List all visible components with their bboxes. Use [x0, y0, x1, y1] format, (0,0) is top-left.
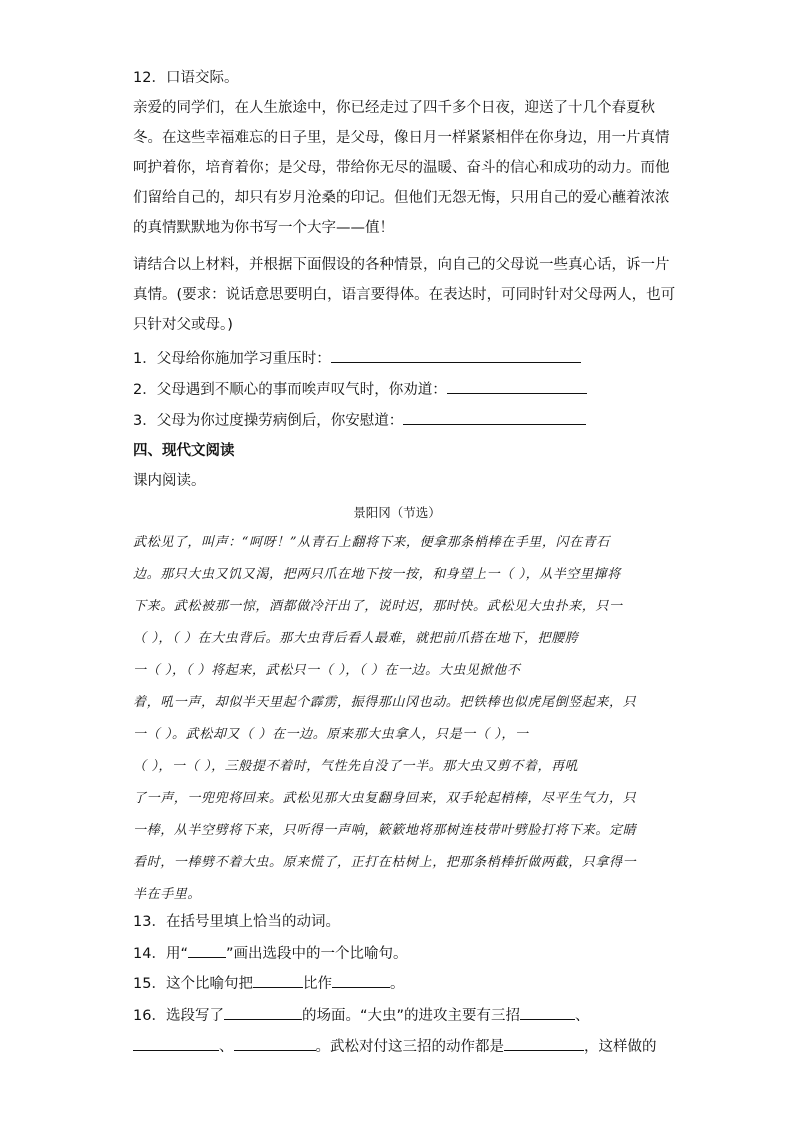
q12-title: 12．口语交际。: [133, 70, 239, 86]
q12-instruction-line: 只针对父或母。): [133, 317, 233, 333]
passage-line: （ ），一（ ），三般提不着时，气性先自没了一半。那大虫又剪不着，再吼: [133, 759, 579, 774]
passage-line: 看时，一棒劈不着大虫。原来慌了，正打在枯树上，把那条梢棒折做两截，只拿得一: [133, 855, 637, 870]
q16-text-d: 、: [219, 1039, 234, 1055]
q16-line-1: [133, 1004, 589, 1026]
answer-blank[interactable]: [403, 409, 586, 425]
q12-passage-line: 呵护着你，培育着你；是父母，带给你无尽的温暖、奋斗的信心和成功的动力。而他: [133, 160, 670, 176]
q13: 13．在括号里填上恰当的动词。: [133, 914, 340, 930]
q12-passage-line: 的真情默默地为你书写一个大字——值！: [133, 220, 394, 236]
q16-text-f: ，这样做的: [584, 1039, 657, 1055]
q16-text-b: 的场面。“大虫”的进攻主要有三招: [301, 1008, 520, 1024]
answer-blank[interactable]: [188, 942, 226, 958]
passage-line: 边。那只大虫又饥又渴，把两只爪在地下按一按，和身望上一（ ），从半空里撺将: [133, 567, 621, 582]
q15-text-a: 15．这个比喻句把: [133, 976, 253, 992]
answer-blank[interactable]: [447, 378, 587, 394]
q14-text-b: ”画出选段中的一个比喻句。: [225, 946, 408, 962]
passage-line: 武松见了，叫声：“呵呀！”从青石上翻将下来，便拿那条梢棒在手里，闪在青石: [133, 535, 610, 550]
q16-text-c: 、: [574, 1008, 590, 1024]
q12-item-2-text: 2．父母遇到不顺心的事而唉声叹气时，你劝道：: [133, 382, 447, 398]
q16-line-2: [133, 1035, 657, 1057]
q12-item-3-text: 3．父母为你过度操劳病倒后，你安慰道：: [133, 413, 404, 429]
passage-line: 了一声，一兜兜将回来。武松见那大虫复翻身回来，双手轮起梢棒，尽平生气力，只: [133, 791, 637, 806]
passage-line: 一棒，从半空劈将下来，只听得一声响，簌簌地将那树连枝带叶劈脸打将下来。定睛: [133, 823, 637, 838]
q15-text-b: 比作: [302, 976, 332, 992]
q12-item-3: [133, 409, 586, 431]
q12-instruction-line: 请结合以上材料，并根据下面假设的各种情景，向自己的父母说一些真心话，诉一片: [133, 257, 670, 273]
q12-passage-line: 亲爱的同学们，在人生旅途中，你已经走过了四千多个日夜，迎送了十几个春夏秋: [133, 100, 655, 116]
q14: [133, 942, 407, 964]
q14-text-a: 14．用“: [133, 946, 188, 962]
answer-blank[interactable]: [234, 1035, 316, 1051]
q16-text-a: 16．选段写了: [133, 1008, 224, 1024]
section-heading: 四、现代文阅读: [133, 443, 235, 459]
answer-blank[interactable]: [224, 1004, 302, 1020]
passage-line: 下来。武松被那一惊，酒都做冷汗出了，说时迟，那时快。武松见大虫扑来，只一: [133, 599, 623, 614]
q12-instruction-line: 真情。(要求：说话意思要明白，语言要得体。在表达时，可同时针对父母两人，也可: [133, 287, 676, 303]
passage-line: 一（ ），（ ）将起来，武松只一（ ），（ ）在一边。大虫见掀他不: [133, 663, 521, 678]
q15-text-c: 。: [389, 976, 405, 992]
answer-blank[interactable]: [331, 347, 581, 363]
answer-blank[interactable]: [332, 972, 390, 988]
q12-item-1-text: 1．父母给你施加学习重压时：: [133, 351, 331, 367]
passage-line: 一（ ）。武松却又（ ）在一边。原来那大虫拿人，只是一（ ），一: [133, 727, 529, 742]
passage-line: 半在手里。: [133, 887, 202, 902]
passage-title: 景阳冈（节选）: [353, 505, 441, 520]
q12-item-2: [133, 378, 587, 400]
answer-blank[interactable]: [520, 1004, 575, 1020]
section-subheading: 课内阅读。: [133, 473, 206, 489]
passage-line: 着，吼一声，却似半天里起个霹雳，振得那山冈也动。把铁棒也似虎尾倒竖起来，只: [133, 695, 637, 710]
passage-line: （ ），（ ）在大虫背后。那大虫背后看人最难，就把前爪搭在地下，把腰胯: [133, 631, 579, 646]
q12-passage-line: 们留给自己的，却只有岁月沧桑的印记。但他们无怨无悔，只用自己的爱心蘸着浓浓: [133, 190, 670, 206]
q15: [133, 972, 404, 994]
answer-blank[interactable]: [504, 1035, 584, 1051]
q16-text-e: 。武松对付这三招的动作都是: [315, 1039, 504, 1055]
answer-blank[interactable]: [253, 972, 303, 988]
q12-item-1: [133, 347, 581, 369]
q12-passage-line: 冬。在这些幸福难忘的日子里，是父母，像日月一样紧紧相伴在你身边，用一片真情: [133, 130, 670, 146]
answer-blank[interactable]: [133, 1035, 219, 1051]
